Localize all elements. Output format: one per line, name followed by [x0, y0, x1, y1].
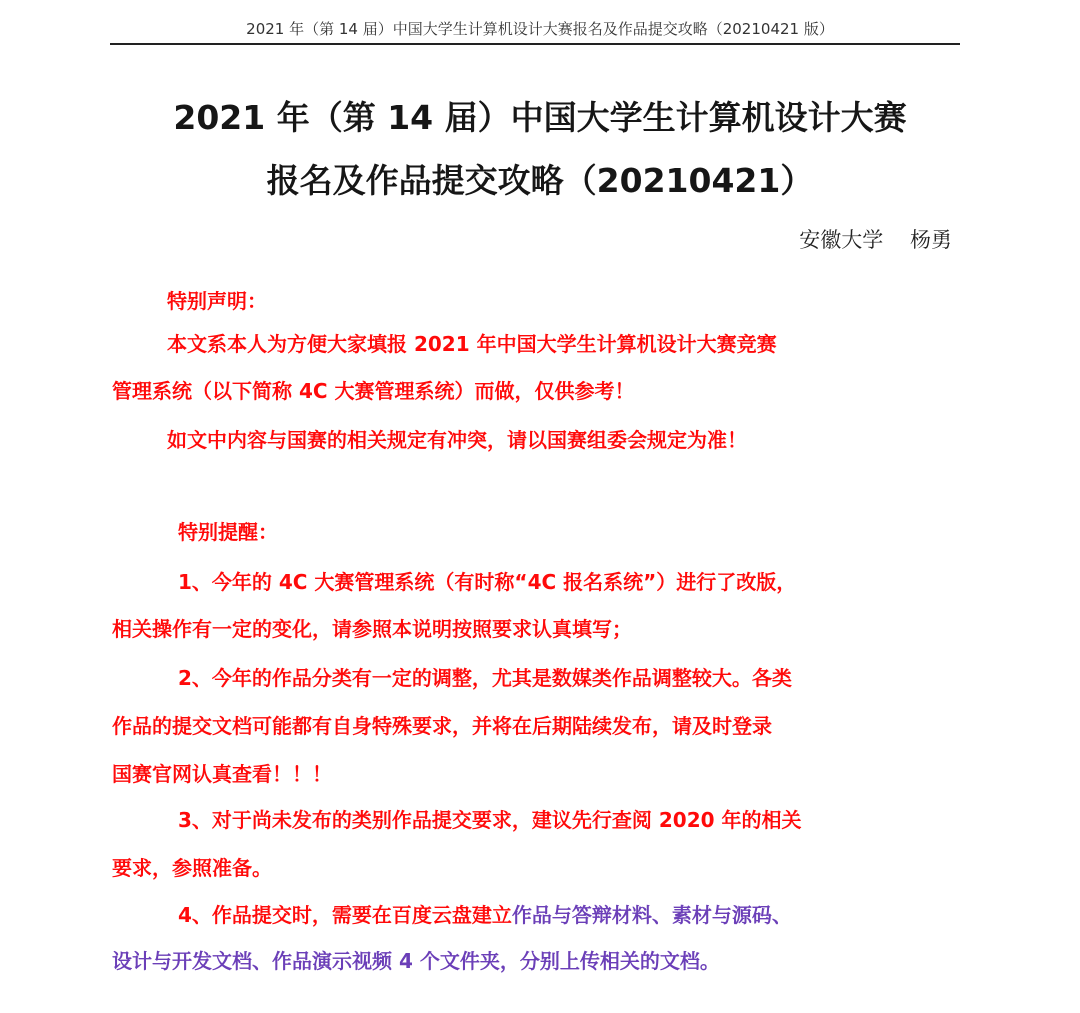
reminder-item-4-purple-text: 作品与答辩材料、素材与源码、 — [511, 903, 792, 927]
reminder-heading: 特别提醒： — [178, 520, 278, 544]
statement-line-3: 如文中内容与国赛的相关规定有冲突，请以国赛组委会规定为准！ — [167, 428, 747, 452]
header-rule — [110, 43, 960, 45]
statement-heading: 特别声明： — [167, 289, 267, 313]
statement-line-2: 管理系统（以下简称 4C 大赛管理系统）而做，仅供参考！ — [112, 379, 635, 403]
reminder-item-2-line-1: 2、今年的作品分类有一定的调整，尤其是数媒类作品调整较大。各类 — [178, 666, 792, 690]
reminder-item-4-line-2: 设计与开发文档、作品演示视频 4 个文件夹，分别上传相关的文档。 — [112, 949, 720, 973]
statement-line-1: 本文系本人为方便大家填报 2021 年中国大学生计算机设计大赛竞赛 — [167, 332, 777, 356]
reminder-item-2-line-2: 作品的提交文档可能都有自身特殊要求，并将在后期陆续发布，请及时登录 — [112, 714, 772, 738]
reminder-item-4-line-1 — [178, 899, 792, 928]
reminder-item-1-line-1: 1、今年的 4C 大赛管理系统（有时称“4C 报名系统”）进行了改版， — [178, 570, 797, 594]
reminder-item-2-line-3: 国赛官网认真查看！！！ — [112, 762, 332, 786]
document-title-line-2: 报名及作品提交攻略（20210421） — [266, 161, 814, 200]
reminder-item-1-line-2: 相关操作有一定的变化，请参照本说明按照要求认真填写； — [112, 617, 632, 641]
reminder-item-3-line-1: 3、对于尚未发布的类别作品提交要求，建议先行查阅 2020 年的相关 — [178, 808, 802, 832]
document-title-line-1: 2021 年（第 14 届）中国大学生计算机设计大赛 — [173, 98, 907, 137]
reminder-item-4-red-text: 4、作品提交时，需要在百度云盘建立 — [178, 903, 512, 927]
author-byline: 安徽大学 杨勇 — [799, 228, 952, 252]
running-header: 2021 年（第 14 届）中国大学生计算机设计大赛报名及作品提交攻略（20210421 版） — [246, 20, 834, 38]
reminder-item-3-line-2: 要求，参照准备。 — [112, 856, 272, 880]
